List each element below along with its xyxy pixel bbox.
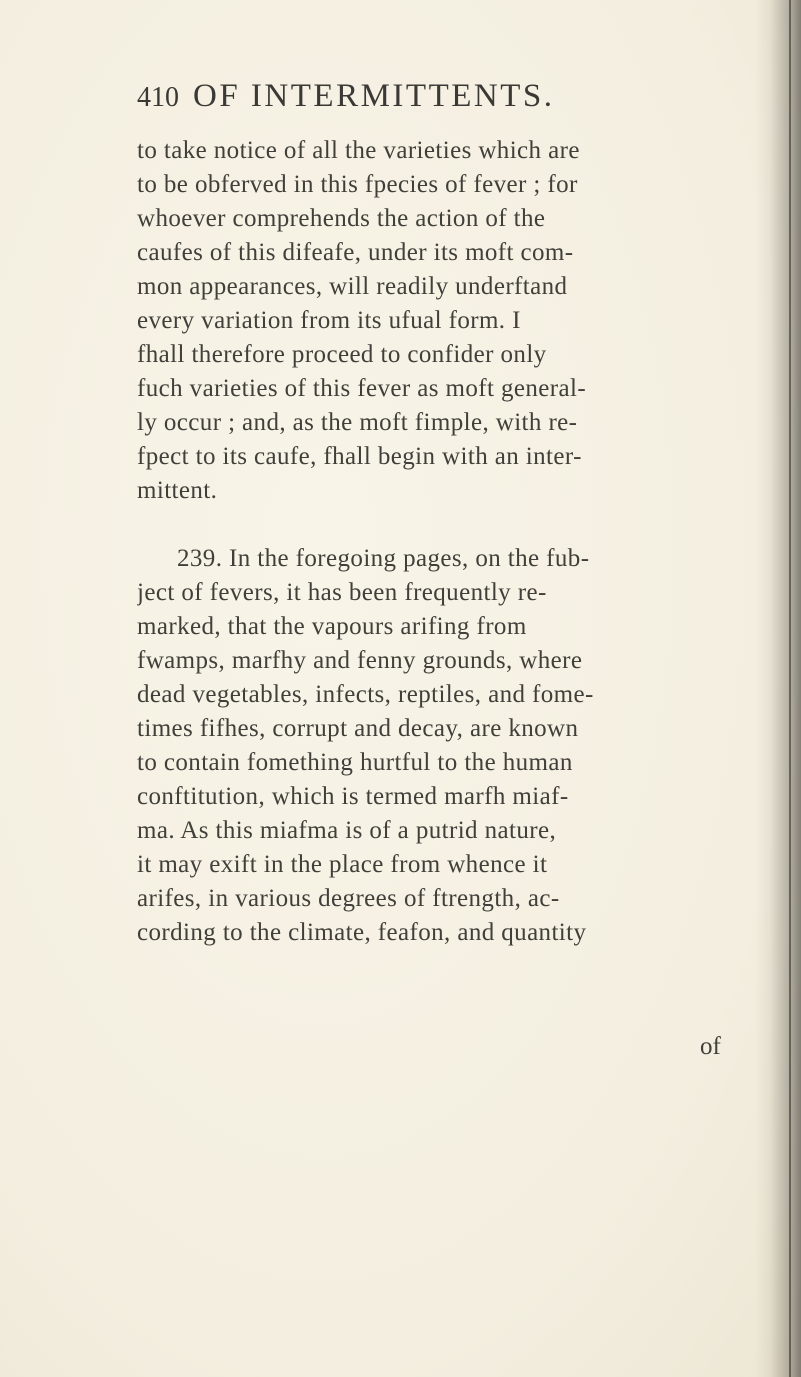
text-line: caufes of this difeafe, under its moft com- <box>137 239 574 266</box>
text-line: dead vegetables, infects, reptiles, and fome- <box>137 681 594 708</box>
text-line: ly occur ; and, as the moft fimple, with re- <box>137 409 578 436</box>
text-line: to take notice of all the varieties which are <box>137 137 580 164</box>
text-line: it may exift in the place from whence it <box>137 851 548 878</box>
text-line: ma. As this miafma is of a putrid nature, <box>137 817 557 844</box>
text-line: fhall therefore proceed to confider only <box>137 341 547 368</box>
text-line: arifes, in various degrees of ftrength, ac- <box>137 885 560 912</box>
text-line: mon appearances, will readily underftand <box>137 273 568 300</box>
catchword: of <box>700 1033 721 1060</box>
text-line: 239. In the foregoing pages, on the fub- <box>177 545 590 572</box>
text-line: cording to the climate, feafon, and quantity <box>137 919 587 946</box>
running-head <box>137 78 554 124</box>
text-line: ject of fevers, it has been frequently re- <box>137 579 547 606</box>
running-head-title: OF INTERMITTENTS. <box>193 78 555 114</box>
text-line: fuch varieties of this fever as moft general- <box>137 375 587 402</box>
page-number: 410 <box>137 82 179 113</box>
paragraph-239 <box>137 542 767 950</box>
text-line: marked, that the vapours arifing from <box>137 613 527 640</box>
text-line: fpect to its caufe, fhall begin with an inter- <box>137 443 582 470</box>
paragraph-1 <box>137 134 767 508</box>
text-line: every variation from its ufual form. I <box>137 307 521 334</box>
page-edge <box>789 0 791 1377</box>
text-line: fwamps, marfhy and fenny grounds, where <box>137 647 583 674</box>
text-line: mittent. <box>137 477 218 504</box>
text-line: times fifhes, corrupt and decay, are known <box>137 715 579 742</box>
text-line: conftitution, which is termed marfh miaf- <box>137 783 569 810</box>
text-line: whoever comprehends the action of the <box>137 205 546 232</box>
text-line: to be obferved in this fpecies of fever ; for <box>137 171 578 198</box>
text-line: to contain fomething hurtful to the human <box>137 749 573 776</box>
